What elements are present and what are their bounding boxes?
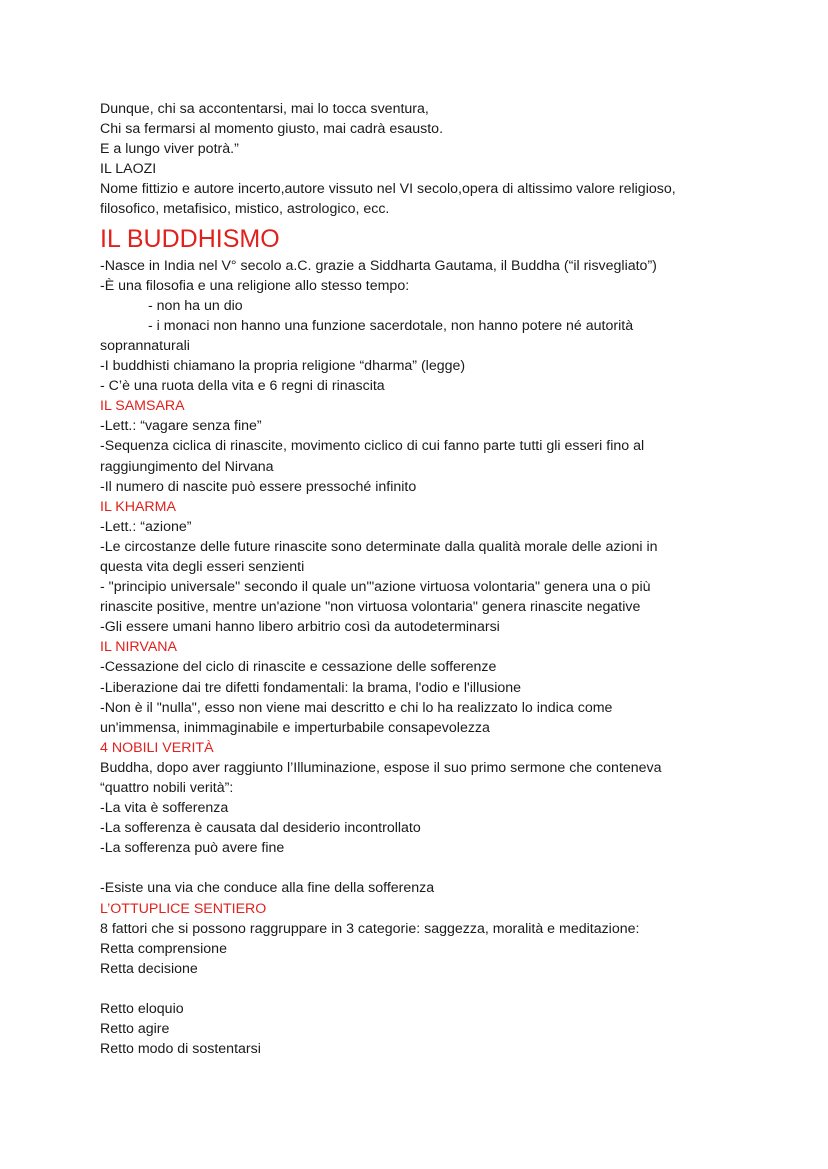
buddhism-subitem: - non ha un dio (148, 297, 243, 314)
sentiero-line: Retto agire (100, 1021, 170, 1038)
laozi-text: filosofico, metafisico, mistico, astrologico, ecc. (100, 201, 390, 218)
verita-line: -Esiste una via che conduce alla fine della sofferenza (100, 880, 435, 897)
page-title: IL BUDDHISMO (100, 224, 280, 253)
buddhism-subitem: - i monaci non hanno una funzione sacerdotale, non hanno potere né autorità (148, 317, 634, 334)
samsara-line: -Il numero di nascite può essere pressoché infinito (100, 478, 417, 495)
samsara-line: -Sequenza ciclica di rinascite, movimento ciclico di cui fanno parte tutti gli esseri fino al (100, 438, 645, 455)
kharma-line: -Gli essere umani hanno libero arbitrio così da autodeterminarsi (100, 619, 500, 636)
poem-line: Chi sa fermarsi al momento giusto, mai cadrà esausto. (100, 121, 444, 138)
kharma-line: -Lett.: “azione” (100, 518, 192, 535)
sentiero-line: Retto eloquio (100, 1001, 184, 1018)
sentiero-line: Retta decisione (100, 960, 198, 977)
samsara-line: raggiungimento del Nirvana (100, 458, 274, 475)
nirvana-heading: IL NIRVANA (100, 639, 178, 656)
kharma-line: rinascite positive, mentre un'azione "non virtuosa volontaria" genera rinascite negative (100, 599, 641, 616)
poem-line: Dunque, chi sa accontentarsi, mai lo tocca sventura, (100, 101, 429, 117)
kharma-line: - "principio universale" secondo il quale un'"azione virtuosa volontaria" genera una o più (100, 579, 651, 596)
nirvana-line: -Liberazione dai tre difetti fondamentali: la brama, l'odio e l'illusione (100, 679, 522, 696)
sentiero-line: 8 fattori che si possono raggruppare in 3 categorie: saggezza, moralità e meditazione: (100, 920, 640, 937)
kharma-heading: IL KHARMA (100, 498, 176, 515)
verita-line: -La sofferenza può avere fine (100, 840, 285, 857)
buddhism-line: -È una filosofia e una religione allo stesso tempo: (100, 277, 410, 294)
verita-line: “quattro nobili verità”: (100, 780, 234, 796)
document-page (100, 99, 720, 1059)
kharma-line: -Le circostanze delle future rinascite sono determinate dalla qualità morale delle azioni in (100, 538, 658, 555)
verita-line: -La sofferenza è causata dal desiderio incontrollato (100, 820, 421, 837)
blank-line (100, 979, 720, 999)
poem-line: E a lungo viver potrà.” (100, 141, 239, 158)
blank-line (100, 858, 720, 878)
laozi-heading: IL LAOZI (100, 161, 157, 178)
verita-heading: 4 NOBILI VERITÀ (100, 739, 214, 756)
kharma-line: questa vita degli esseri senzienti (100, 558, 305, 575)
verita-line: Buddha, dopo aver raggiunto l’Illuminazione, espose il suo primo sermone che conteneva (100, 759, 662, 776)
nirvana-line: un'immensa, inimmaginabile e imperturbabile consapevolezza (100, 719, 490, 736)
sentiero-line: Retta comprensione (100, 940, 227, 957)
samsara-heading: IL SAMSARA (100, 398, 185, 415)
nirvana-line: -Cessazione del ciclo di rinascite e cessazione delle sofferenze (100, 659, 497, 676)
buddhism-line: -Nasce in India nel V° secolo a.C. grazie a Siddharta Gautama, il Buddha (“il risvegliato”) (100, 257, 657, 274)
samsara-line: -Lett.: “vagare senza fine” (100, 418, 262, 435)
laozi-text: Nome fittizio e autore incerto,autore vissuto nel VI secolo,opera di altissimo valore religioso, (100, 181, 676, 198)
sentiero-line: Retto modo di sostentarsi (100, 1041, 261, 1058)
buddhism-line: - C’è una ruota della vita e 6 regni di rinascita (100, 378, 385, 395)
buddhism-line: soprannaturali (100, 337, 190, 354)
nirvana-line: -Non è il "nulla", esso non viene mai descritto e chi lo ha realizzato lo indica come (100, 699, 613, 716)
sentiero-heading: L’OTTUPLICE SENTIERO (100, 900, 267, 917)
buddhism-line: -I buddhisti chiamano la propria religione “dharma” (legge) (100, 358, 466, 375)
verita-line: -La vita è sofferenza (100, 800, 229, 817)
